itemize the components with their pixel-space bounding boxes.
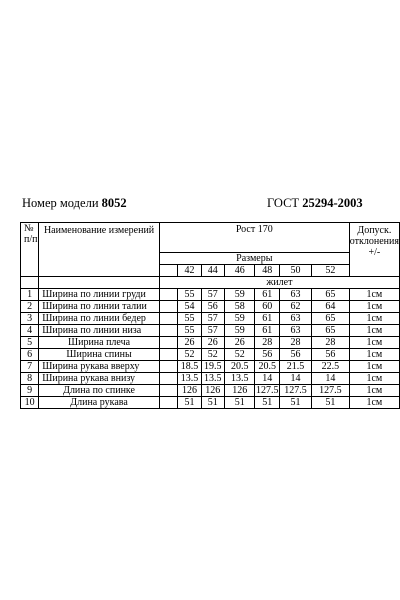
model-number-line — [22, 196, 127, 211]
size-value: 59 — [224, 325, 255, 337]
size-value: 61 — [255, 313, 280, 325]
section-label: жилет — [159, 277, 399, 289]
size-value: 127.5 — [280, 385, 312, 397]
size-value: 20.5 — [255, 361, 280, 373]
size-value: 57 — [201, 289, 224, 301]
model-number: 8052 — [101, 196, 127, 210]
measurement-name: Ширина рукава внизу — [39, 373, 160, 385]
size-value: 52 — [224, 349, 255, 361]
size-value: 126 — [201, 385, 224, 397]
row-number: 7 — [21, 361, 39, 373]
size-value: 57 — [201, 325, 224, 337]
size-value: 126 — [178, 385, 201, 397]
size-value: 54 — [178, 301, 201, 313]
size-value: 14 — [311, 373, 349, 385]
size-value: 14 — [280, 373, 312, 385]
size-value: 26 — [201, 337, 224, 349]
size-value: 51 — [255, 397, 280, 409]
size-value: 65 — [311, 325, 349, 337]
table-row — [21, 373, 400, 385]
size-value: 52 — [201, 349, 224, 361]
size-value: 55 — [178, 289, 201, 301]
size-header-cell: 50 — [280, 265, 312, 277]
size-value: 56 — [311, 349, 349, 361]
row-spacer — [159, 385, 178, 397]
column-header-tolerance: Допуск. отклонения +/- — [349, 223, 399, 277]
row-spacer — [159, 301, 178, 313]
table-row — [21, 313, 400, 325]
table-row — [21, 337, 400, 349]
size-value: 58 — [224, 301, 255, 313]
tolerance-value: 1см — [349, 361, 399, 373]
column-header-height: Рост 170 — [159, 223, 349, 253]
measurement-name: Ширина спины — [39, 349, 160, 361]
size-value: 55 — [178, 325, 201, 337]
measurement-name: Ширина по линии бедер — [39, 313, 160, 325]
size-value: 20.5 — [224, 361, 255, 373]
size-value: 59 — [224, 289, 255, 301]
size-value: 56 — [280, 349, 312, 361]
row-spacer — [159, 373, 178, 385]
size-value: 21.5 — [280, 361, 312, 373]
row-number: 6 — [21, 349, 39, 361]
tolerance-value: 1см — [349, 301, 399, 313]
row-number: 8 — [21, 373, 39, 385]
size-header-spacer — [159, 265, 178, 277]
size-value: 56 — [255, 349, 280, 361]
size-chart-table — [20, 222, 400, 409]
size-value: 51 — [224, 397, 255, 409]
size-value: 57 — [201, 313, 224, 325]
size-value: 56 — [201, 301, 224, 313]
row-spacer — [159, 313, 178, 325]
table-row — [21, 349, 400, 361]
tolerance-value: 1см — [349, 325, 399, 337]
size-value: 28 — [280, 337, 312, 349]
size-value: 14 — [255, 373, 280, 385]
measurement-name: Ширина по линии талии — [39, 301, 160, 313]
size-value: 51 — [201, 397, 224, 409]
measurement-name: Ширина плеча — [39, 337, 160, 349]
size-value: 65 — [311, 289, 349, 301]
section-spacer — [21, 277, 39, 289]
tolerance-value: 1см — [349, 349, 399, 361]
size-header-cell: 44 — [201, 265, 224, 277]
size-value: 127.5 — [256, 385, 279, 396]
table-row — [21, 289, 400, 301]
measurement-name: Длина по спинке — [39, 385, 160, 397]
table-row — [21, 385, 400, 397]
row-spacer — [159, 289, 178, 301]
row-spacer — [159, 397, 178, 409]
size-value: 19.5 — [201, 361, 224, 373]
column-header-measurement: Наименование измерений — [39, 223, 160, 277]
tolerance-value: 1см — [349, 373, 399, 385]
size-value: 26 — [178, 337, 201, 349]
table-row — [21, 301, 400, 313]
size-value: 13.5 — [224, 373, 255, 385]
gost-label: ГОСТ — [267, 196, 300, 210]
size-value: 127.5 — [311, 385, 349, 397]
row-number: 9 — [21, 385, 39, 397]
row-number: 1 — [21, 289, 39, 301]
row-number: 10 — [21, 397, 39, 409]
gost-line — [267, 196, 363, 211]
tolerance-value: 1см — [349, 337, 399, 349]
gost-number: 25294-2003 — [302, 196, 363, 210]
table-row — [21, 397, 400, 409]
size-header-cell: 52 — [311, 265, 349, 277]
tolerance-value: 1см — [349, 397, 399, 409]
size-header-cell: 48 — [255, 265, 280, 277]
size-value: 51 — [280, 397, 312, 409]
size-value: 61 — [255, 289, 280, 301]
document-header — [22, 196, 378, 212]
size-value: 18.5 — [178, 361, 201, 373]
measurement-name: Ширина рукава вверху — [39, 361, 160, 373]
table-row — [21, 361, 400, 373]
size-value: 28 — [311, 337, 349, 349]
size-value: 51 — [178, 397, 201, 409]
model-label: Номер модели — [22, 196, 99, 210]
row-spacer — [159, 361, 178, 373]
size-value: 51 — [311, 397, 349, 409]
size-value: 64 — [311, 301, 349, 313]
size-value: 65 — [311, 313, 349, 325]
measurement-name: Длина рукава — [39, 397, 160, 409]
size-value: 55 — [178, 313, 201, 325]
size-value: 59 — [224, 313, 255, 325]
size-value: 63 — [280, 325, 312, 337]
tolerance-value: 1см — [349, 313, 399, 325]
column-header-number: № п/п — [21, 223, 39, 277]
sizes-label: Размеры — [159, 253, 349, 265]
size-value: 60 — [255, 301, 280, 313]
size-value: 63 — [280, 313, 312, 325]
table-row — [21, 325, 400, 337]
tolerance-value: 1см — [349, 385, 399, 397]
size-value: 126 — [224, 385, 255, 397]
row-spacer — [159, 349, 178, 361]
section-spacer — [39, 277, 160, 289]
size-value: 13.5 — [178, 373, 201, 385]
size-value: 62 — [280, 301, 312, 313]
tolerance-value: 1см — [349, 289, 399, 301]
size-value: 13.5 — [201, 373, 224, 385]
size-value: 22.5 — [311, 361, 349, 373]
row-spacer — [159, 337, 178, 349]
measurement-name: Ширина по линии груди — [39, 289, 160, 301]
size-value: 61 — [255, 325, 280, 337]
row-number: 5 — [21, 337, 39, 349]
size-value: 63 — [280, 289, 312, 301]
size-header-cell: 42 — [178, 265, 201, 277]
size-value: 52 — [178, 349, 201, 361]
measurement-name: Ширина по линии низа — [39, 325, 160, 337]
row-number: 3 — [21, 313, 39, 325]
size-value: 28 — [255, 337, 280, 349]
size-value: 26 — [224, 337, 255, 349]
row-number: 4 — [21, 325, 39, 337]
size-header-cell: 46 — [224, 265, 255, 277]
row-spacer — [159, 325, 178, 337]
row-number: 2 — [21, 301, 39, 313]
